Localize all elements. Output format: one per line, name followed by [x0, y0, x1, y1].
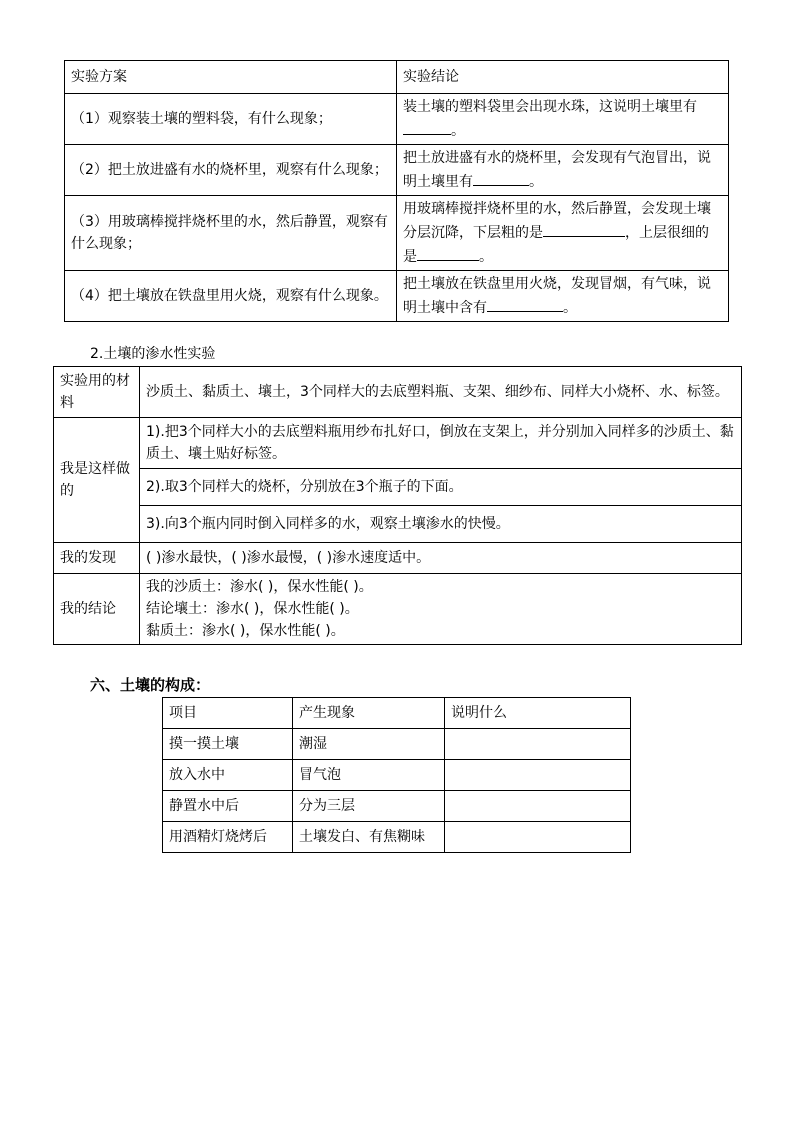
- conclusion-line: 我的沙质土：渗水( )，保水性能( )。: [146, 579, 373, 595]
- header-meaning: 说明什么: [445, 698, 631, 729]
- conclusion-text: 把土放进盛有水的烧杯里，会发现有气泡冒出，说明土壤里有: [403, 150, 711, 190]
- plan-cell: （2）把土放进盛有水的烧杯里，观察有什么现象；: [65, 145, 397, 196]
- materials-text: 沙质土、黏质土、壤土，3个同样大的去底塑料瓶、支架、细纱布、同样大小烧杯、水、标签。: [140, 367, 742, 418]
- table-row: [163, 791, 631, 822]
- step-text: 3).向3个瓶内同时倒入同样多的水，观察土壤渗水的快慢。: [140, 506, 742, 543]
- conclusion-text: 装土壤的塑料袋里会出现水珠，这说明土壤里有: [403, 99, 697, 115]
- section-title-permeability: 2.土壤的渗水性实验: [90, 346, 216, 362]
- method-row: [54, 506, 742, 543]
- table-row: [65, 145, 729, 196]
- answer-blank[interactable]: [403, 118, 451, 135]
- table-row: [65, 196, 729, 271]
- phenomenon-cell: 潮湿: [293, 729, 445, 760]
- conclusion-cell: [397, 94, 729, 145]
- conclusion-text: 用玻璃棒搅拌烧杯里的水，然后静置，会发现土壤分层沉降，下层粗的是: [403, 201, 711, 241]
- header-conclusion: 实验结论: [397, 61, 729, 94]
- plan-cell: （1）观察装土壤的塑料袋，有什么现象；: [65, 94, 397, 145]
- conclusion-end: 。: [479, 249, 493, 265]
- conclusion-line: 结论壤土：渗水( )，保水性能( )。: [146, 601, 359, 617]
- item-cell: 用酒精灯烧烤后: [163, 822, 293, 853]
- table-header-row: [65, 61, 729, 94]
- permeability-experiment-table: [53, 366, 742, 645]
- table-row: [65, 271, 729, 322]
- answer-blank[interactable]: [487, 295, 563, 312]
- phenomenon-cell: 冒气泡: [293, 760, 445, 791]
- conclusion-line: 黏质土：渗水( )，保水性能( )。: [146, 623, 345, 639]
- item-cell: 静置水中后: [163, 791, 293, 822]
- step-text: 1).把3个同样大小的去底塑料瓶用纱布扎好口，倒放在支架上，并分别加入同样多的沙质土、黏质土、壤土贴好标签。: [140, 418, 742, 469]
- answer-blank[interactable]: [417, 244, 479, 261]
- item-cell: 放入水中: [163, 760, 293, 791]
- method-label: 我是这样做的: [54, 418, 140, 543]
- conclusion-end: 。: [563, 300, 577, 316]
- plan-cell: （3）用玻璃棒搅拌烧杯里的水，然后静置，观察有什么现象；: [65, 196, 397, 271]
- header-plan: 实验方案: [65, 61, 397, 94]
- conclusion-cell: [397, 196, 729, 271]
- meaning-cell[interactable]: [445, 760, 631, 791]
- finding-label: 我的发现: [54, 543, 140, 574]
- conclusion-end: 。: [451, 123, 465, 139]
- meaning-cell[interactable]: [445, 729, 631, 760]
- conclusion-row: [54, 574, 742, 645]
- answer-blank[interactable]: [543, 220, 625, 237]
- header-item: 项目: [163, 698, 293, 729]
- step-text: 2).取3个同样大的烧杯，分别放在3个瓶子的下面。: [140, 469, 742, 506]
- materials-label: 实验用的材料: [54, 367, 140, 418]
- method-row: [54, 469, 742, 506]
- conclusion-label: 我的结论: [54, 574, 140, 645]
- conclusion-mid: ，上层很细的是: [403, 225, 709, 265]
- conclusion-cell: [397, 145, 729, 196]
- item-cell: 摸一摸土壤: [163, 729, 293, 760]
- table-row: [65, 94, 729, 145]
- section-title-soil-composition: 六、土壤的构成：: [90, 676, 211, 694]
- table-header-row: [163, 698, 631, 729]
- conclusion-cell: [397, 271, 729, 322]
- conclusion-text: 把土壤放在铁盘里用火烧，发现冒烟，有气味，说明土壤中含有: [403, 276, 711, 316]
- experiment-plan-table: [64, 60, 729, 322]
- plan-cell: （4）把土壤放在铁盘里用火烧，观察有什么现象。: [65, 271, 397, 322]
- conclusion-cell: [140, 574, 742, 645]
- phenomenon-cell: 分为三层: [293, 791, 445, 822]
- table-row: [163, 729, 631, 760]
- soil-composition-table: [162, 697, 631, 853]
- answer-blank[interactable]: [473, 169, 529, 186]
- conclusion-end: 。: [529, 174, 543, 190]
- finding-text: ( )渗水最快，( )渗水最慢，( )渗水速度适中。: [140, 543, 742, 574]
- phenomenon-cell: 土壤发白、有焦糊味: [293, 822, 445, 853]
- table-row: [163, 760, 631, 791]
- table-row: [163, 822, 631, 853]
- meaning-cell[interactable]: [445, 822, 631, 853]
- header-phenomenon: 产生现象: [293, 698, 445, 729]
- meaning-cell[interactable]: [445, 791, 631, 822]
- materials-row: [54, 367, 742, 418]
- method-row: [54, 418, 742, 469]
- finding-row: [54, 543, 742, 574]
